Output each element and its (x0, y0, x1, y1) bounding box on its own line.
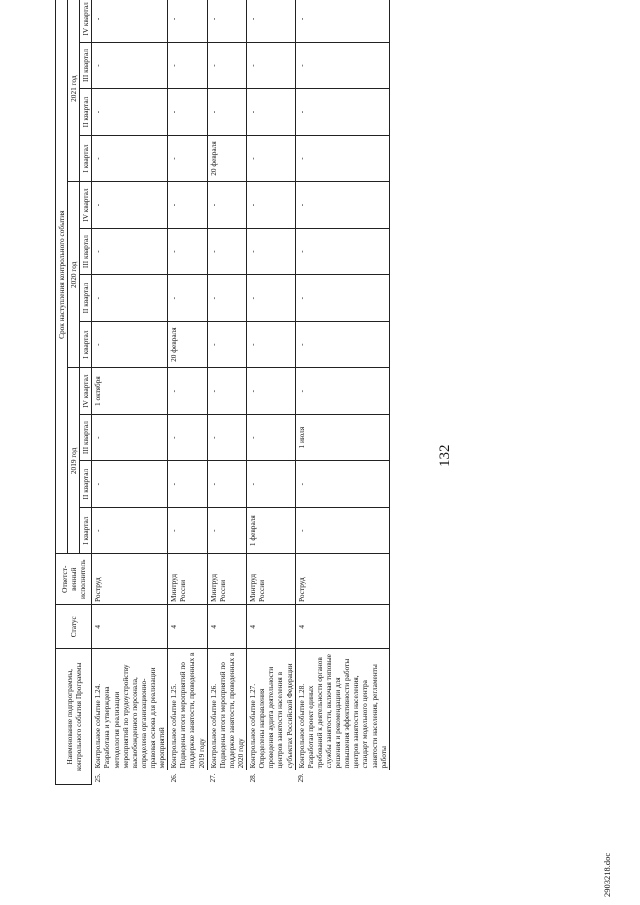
control-event-name: Контрольное событие 1.27. Определены направления проведения аудита деятельности центров занятости населения в субъектах Российской Федерации (247, 649, 296, 770)
quarter-cell: - (168, 228, 207, 275)
quarter-cell: - (247, 461, 296, 508)
quarter-cell: - (168, 182, 207, 229)
header-quarter: I квартал (80, 321, 92, 368)
control-event-name: Контрольное событие 1.26. Подведены итоги мероприятий по поддержке занятости, проведенных в 2020 году (207, 649, 246, 770)
header-period: Срок наступления контрольного события (56, 0, 68, 554)
row-number: 27. (208, 773, 218, 783)
quarter-cell: 1 июля (295, 414, 389, 461)
quarter-cell: 20 февраля (168, 321, 207, 368)
quarter-cell: - (92, 507, 168, 554)
quarter-cell: - (207, 228, 246, 275)
quarter-cell: - (92, 414, 168, 461)
header-quarter: III квартал (80, 42, 92, 89)
control-event-name: Контрольное событие 1.24. Разработана и утверждена методология реализации мероприятий по трудоустройству высвобожденного персонала, определена организационно-правовая основа для реализации мероприятий (92, 649, 168, 770)
quarter-cell: - (295, 321, 389, 368)
quarter-cell: - (247, 414, 296, 461)
quarter-cell: - (295, 228, 389, 275)
quarter-cell: - (295, 461, 389, 508)
quarter-cell: - (168, 414, 207, 461)
quarter-cell: - (295, 0, 389, 42)
quarter-cell: - (247, 135, 296, 182)
control-event-name: Контрольное событие 1.25. Подведены итоги мероприятий по поддержке занятости, проведенных в 2019 году (168, 649, 207, 770)
header-quarter: II квартал (80, 275, 92, 322)
quarter-cell: - (247, 275, 296, 322)
header-quarter: I квартал (80, 135, 92, 182)
quarter-cell: - (92, 321, 168, 368)
table-row (247, 0, 296, 785)
quarter-cell: - (207, 42, 246, 89)
executor-cell: Минтруд России (207, 554, 246, 605)
status-cell: 4 (168, 604, 207, 649)
quarter-cell: - (207, 321, 246, 368)
quarter-cell: - (168, 461, 207, 508)
quarter-cell: - (168, 135, 207, 182)
quarter-cell: - (295, 135, 389, 182)
row-number: 29. (296, 773, 306, 783)
quarter-cell: - (92, 135, 168, 182)
table-row (92, 0, 168, 785)
quarter-cell: - (295, 368, 389, 415)
quarter-cell: - (247, 0, 296, 42)
quarter-cell: 20 февраля (207, 135, 246, 182)
quarter-cell: - (168, 89, 207, 136)
header-year-2021: 2021 год (68, 0, 80, 182)
quarter-cell: - (168, 42, 207, 89)
row-number: 26. (168, 773, 178, 783)
quarter-cell: - (207, 0, 246, 42)
header-name: Наименование подпрограммы, контрольного события Программы (56, 649, 92, 785)
quarter-cell: 1 октября (92, 368, 168, 415)
quarter-cell: - (207, 182, 246, 229)
quarter-cell: - (207, 507, 246, 554)
header-quarter: IV квартал (80, 182, 92, 229)
status-cell: 4 (92, 604, 168, 649)
page-number: 132 (437, 444, 453, 467)
quarter-cell: - (92, 89, 168, 136)
control-event-name: Контрольное событие 1.28. Разработан проект единых требований к деятельности органов службы занятости, включая типовые решения и рекомендации для повышения эффективности работы центров занятости населения, стандарт модельного центра занятости населения, регламенты работы (295, 649, 389, 770)
header-executor: Ответст-венный исполнитель (56, 554, 92, 605)
quarter-cell: - (168, 0, 207, 42)
quarter-cell: - (92, 228, 168, 275)
quarter-cell: - (295, 89, 389, 136)
header-quarter: III квартал (80, 228, 92, 275)
executor-cell: Роструд (295, 554, 389, 605)
executor-cell: Роструд (92, 554, 168, 605)
header-quarter: III квартал (80, 414, 92, 461)
quarter-cell: - (247, 182, 296, 229)
header-quarter: IV квартал (80, 0, 92, 42)
status-cell: 4 (247, 604, 296, 649)
quarter-cell: - (207, 275, 246, 322)
quarter-cell: - (247, 42, 296, 89)
header-status: Статус (56, 604, 92, 649)
status-cell: 4 (295, 604, 389, 649)
quarter-cell: - (207, 461, 246, 508)
quarter-cell: - (168, 368, 207, 415)
quarter-cell: - (92, 42, 168, 89)
header-quarter: II квартал (80, 89, 92, 136)
header-year-2019: 2019 год (68, 368, 80, 554)
quarter-cell: - (295, 182, 389, 229)
quarter-cell: - (295, 275, 389, 322)
quarter-cell: - (92, 0, 168, 42)
quarter-cell: - (207, 368, 246, 415)
quarter-cell: - (168, 507, 207, 554)
row-number: 25. (93, 773, 103, 783)
quarter-cell: - (247, 228, 296, 275)
quarter-cell: - (92, 182, 168, 229)
executor-cell: Минтруд России (247, 554, 296, 605)
quarter-cell: - (247, 321, 296, 368)
header-year-2020: 2020 год (68, 182, 80, 368)
header-quarter: II квартал (80, 461, 92, 508)
header-quarter: IV квартал (80, 368, 92, 415)
quarter-cell: - (92, 461, 168, 508)
table-row (295, 0, 389, 785)
row-number: 28. (247, 773, 257, 783)
executor-cell: Минтруд России (168, 554, 207, 605)
table-row (207, 0, 246, 785)
quarter-cell: - (92, 275, 168, 322)
footer-doc-code: 2903218.doc (602, 852, 612, 897)
status-cell: 4 (207, 604, 246, 649)
quarter-cell: - (247, 89, 296, 136)
quarter-cell: - (295, 42, 389, 89)
quarter-cell: - (207, 89, 246, 136)
quarter-cell: - (168, 275, 207, 322)
table-row (168, 0, 207, 785)
header-quarter: I квартал (80, 507, 92, 554)
quarter-cell: - (247, 368, 296, 415)
quarter-cell: 1 февраля (247, 507, 296, 554)
quarter-cell: - (207, 414, 246, 461)
quarter-cell: - (295, 507, 389, 554)
control-events-table (55, 0, 390, 785)
